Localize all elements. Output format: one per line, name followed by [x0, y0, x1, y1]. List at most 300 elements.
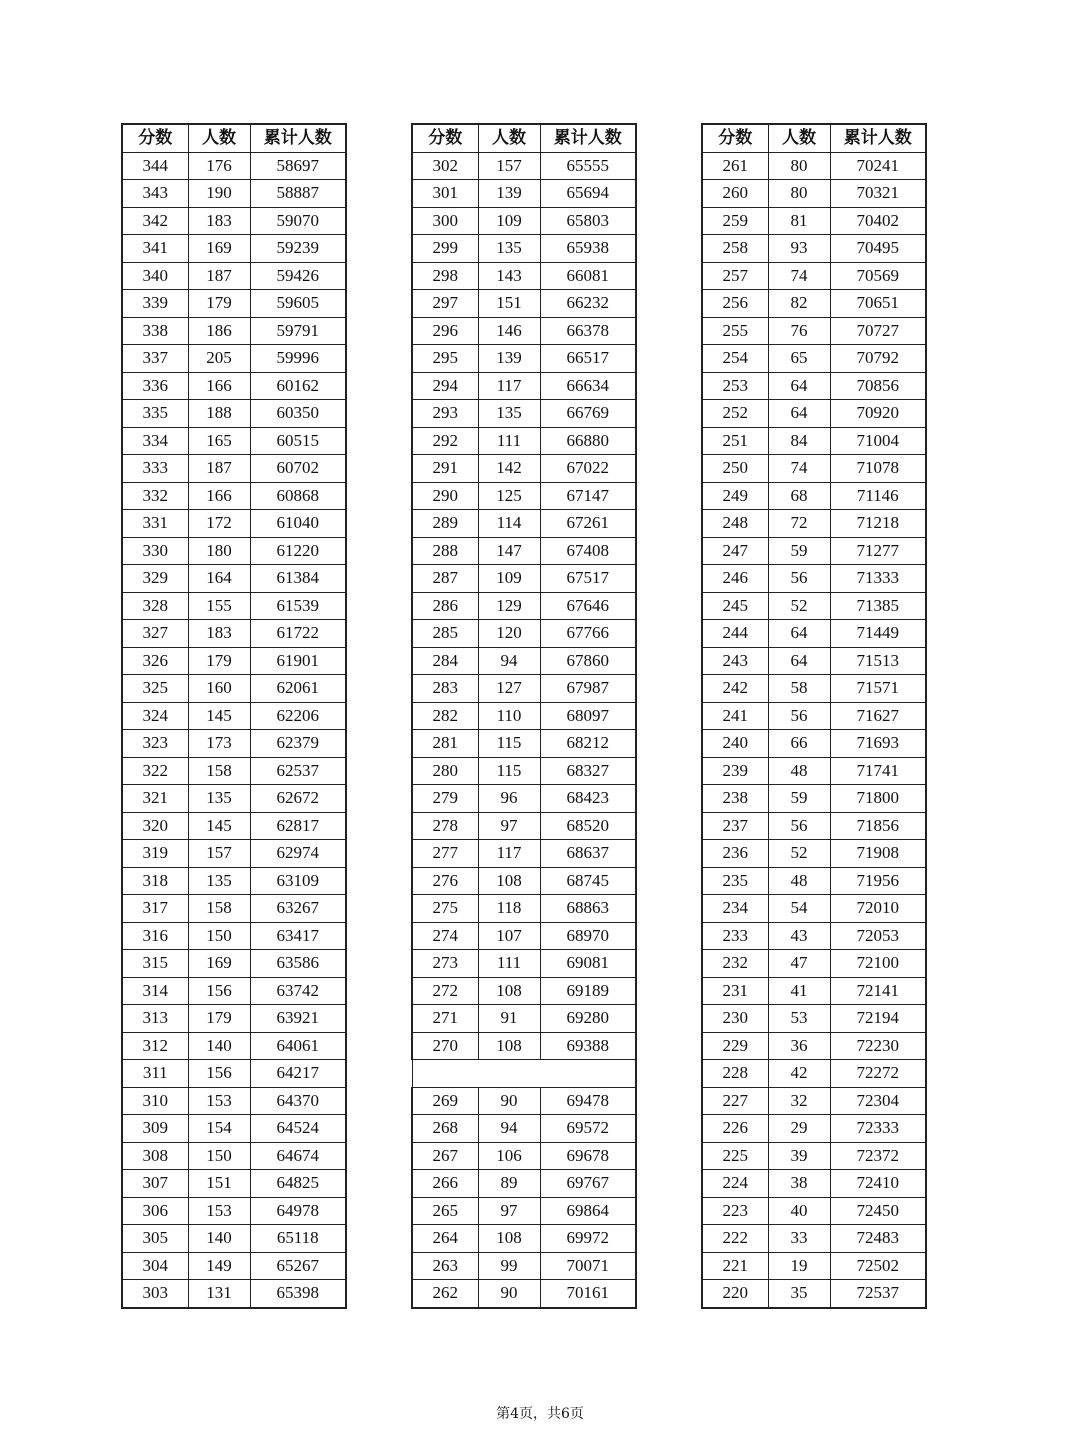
score-cell: 327 [122, 620, 188, 648]
table-row [412, 1197, 636, 1225]
score-cell: 277 [412, 840, 478, 868]
score-cell: 301 [412, 180, 478, 208]
score-cell: 258 [702, 235, 768, 263]
score-cell: 244 [702, 620, 768, 648]
cumulative-cell: 67987 [540, 675, 636, 703]
table-row [122, 647, 346, 675]
cumulative-cell: 66769 [540, 400, 636, 428]
table-row [412, 1252, 636, 1280]
score-cell: 297 [412, 290, 478, 318]
count-cell: 183 [188, 620, 250, 648]
score-cell: 287 [412, 565, 478, 593]
table-row [412, 1115, 636, 1143]
cumulative-cell: 69864 [540, 1197, 636, 1225]
cumulative-cell: 72010 [830, 895, 926, 923]
count-cell: 129 [478, 592, 540, 620]
count-cell: 173 [188, 730, 250, 758]
table-row [412, 1225, 636, 1253]
count-cell: 190 [188, 180, 250, 208]
count-cell: 179 [188, 1005, 250, 1033]
table-row [702, 702, 926, 730]
table-row [702, 262, 926, 290]
count-cell: 94 [478, 1115, 540, 1143]
count-cell: 157 [188, 840, 250, 868]
table-row [122, 592, 346, 620]
score-cell: 227 [702, 1087, 768, 1115]
cumulative-cell: 65398 [250, 1280, 346, 1308]
count-cell: 32 [768, 1087, 830, 1115]
table-row [412, 180, 636, 208]
count-cell: 114 [478, 510, 540, 538]
table-row [702, 455, 926, 483]
table-row [122, 1252, 346, 1280]
count-cell: 108 [478, 1225, 540, 1253]
table-row [412, 1280, 636, 1308]
table-row [122, 977, 346, 1005]
count-cell: 84 [768, 427, 830, 455]
cumulative-cell: 60162 [250, 372, 346, 400]
table-row [412, 510, 636, 538]
score-cell: 344 [122, 152, 188, 180]
header-row [702, 124, 926, 152]
cumulative-cell: 68423 [540, 785, 636, 813]
table-row [702, 1005, 926, 1033]
count-cell: 154 [188, 1115, 250, 1143]
score-cell: 295 [412, 345, 478, 373]
table-row [122, 730, 346, 758]
cumulative-cell: 68637 [540, 840, 636, 868]
count-cell: 76 [768, 317, 830, 345]
cumulative-cell: 66517 [540, 345, 636, 373]
table-row [702, 922, 926, 950]
cumulative-cell: 69972 [540, 1225, 636, 1253]
count-cell: 64 [768, 620, 830, 648]
count-cell: 127 [478, 675, 540, 703]
table-row [412, 977, 636, 1005]
cumulative-cell: 65803 [540, 207, 636, 235]
table-row [412, 840, 636, 868]
count-cell: 99 [478, 1252, 540, 1280]
score-cell: 283 [412, 675, 478, 703]
score-cell: 281 [412, 730, 478, 758]
blank-row [412, 1060, 636, 1088]
cumulative-cell: 71385 [830, 592, 926, 620]
cumulative-cell: 59426 [250, 262, 346, 290]
score-cell: 331 [122, 510, 188, 538]
count-cell: 74 [768, 455, 830, 483]
count-cell: 108 [478, 977, 540, 1005]
cumulative-cell: 64978 [250, 1197, 346, 1225]
cumulative-cell: 69081 [540, 950, 636, 978]
cumulative-cell: 64217 [250, 1060, 346, 1088]
header-score: 分数 [702, 124, 768, 152]
count-cell: 91 [478, 1005, 540, 1033]
score-cell: 285 [412, 620, 478, 648]
score-cell: 278 [412, 812, 478, 840]
score-cell: 236 [702, 840, 768, 868]
table-row [122, 152, 346, 180]
cumulative-cell: 72502 [830, 1252, 926, 1280]
cumulative-cell: 62537 [250, 757, 346, 785]
cumulative-cell: 71513 [830, 647, 926, 675]
table-row [412, 812, 636, 840]
cumulative-cell: 72053 [830, 922, 926, 950]
count-cell: 97 [478, 1197, 540, 1225]
count-cell: 52 [768, 840, 830, 868]
table-row [122, 812, 346, 840]
cumulative-cell: 71277 [830, 537, 926, 565]
table-row [122, 1115, 346, 1143]
score-cell: 242 [702, 675, 768, 703]
count-cell: 48 [768, 867, 830, 895]
count-cell: 109 [478, 565, 540, 593]
cumulative-cell: 59605 [250, 290, 346, 318]
count-cell: 64 [768, 372, 830, 400]
table-row [702, 1170, 926, 1198]
table-row [412, 565, 636, 593]
table-row [412, 867, 636, 895]
cumulative-cell: 62206 [250, 702, 346, 730]
score-cell: 293 [412, 400, 478, 428]
count-cell: 108 [478, 867, 540, 895]
count-cell: 120 [478, 620, 540, 648]
cumulative-cell: 70792 [830, 345, 926, 373]
table-row [122, 895, 346, 923]
score-cell: 243 [702, 647, 768, 675]
table-row [702, 427, 926, 455]
score-cell: 309 [122, 1115, 188, 1143]
score-cell: 335 [122, 400, 188, 428]
cumulative-cell: 62974 [250, 840, 346, 868]
score-cell: 299 [412, 235, 478, 263]
table-row [702, 290, 926, 318]
count-cell: 96 [478, 785, 540, 813]
cumulative-cell: 72372 [830, 1142, 926, 1170]
count-cell: 80 [768, 180, 830, 208]
count-cell: 142 [478, 455, 540, 483]
count-cell: 145 [188, 702, 250, 730]
table-row [702, 1225, 926, 1253]
table-row [412, 427, 636, 455]
score-cell: 226 [702, 1115, 768, 1143]
score-cell: 257 [702, 262, 768, 290]
count-cell: 145 [188, 812, 250, 840]
cumulative-cell: 71218 [830, 510, 926, 538]
count-cell: 108 [478, 1032, 540, 1060]
count-cell: 169 [188, 950, 250, 978]
cumulative-cell: 64825 [250, 1170, 346, 1198]
score-cell: 337 [122, 345, 188, 373]
header-count: 人数 [188, 124, 250, 152]
score-cell: 249 [702, 482, 768, 510]
header-cumulative: 累计人数 [540, 124, 636, 152]
table-row [702, 1197, 926, 1225]
table-row [122, 400, 346, 428]
count-cell: 39 [768, 1142, 830, 1170]
page-footer: 第4页，共6页 [496, 1406, 584, 1422]
table-row [122, 840, 346, 868]
cumulative-cell: 65267 [250, 1252, 346, 1280]
table-row [122, 427, 346, 455]
table-row [412, 1005, 636, 1033]
count-cell: 38 [768, 1170, 830, 1198]
score-cell: 238 [702, 785, 768, 813]
cumulative-cell: 69189 [540, 977, 636, 1005]
score-cell: 265 [412, 1197, 478, 1225]
cumulative-cell: 60515 [250, 427, 346, 455]
score-cell: 313 [122, 1005, 188, 1033]
count-cell: 155 [188, 592, 250, 620]
cumulative-cell: 69478 [540, 1087, 636, 1115]
count-cell: 89 [478, 1170, 540, 1198]
count-cell: 179 [188, 290, 250, 318]
count-cell: 187 [188, 262, 250, 290]
cumulative-cell: 71333 [830, 565, 926, 593]
score-cell: 222 [702, 1225, 768, 1253]
cumulative-cell: 70241 [830, 152, 926, 180]
table-row [702, 1060, 926, 1088]
table-row [122, 785, 346, 813]
cumulative-cell: 61539 [250, 592, 346, 620]
table-row [412, 235, 636, 263]
score-cell: 246 [702, 565, 768, 593]
cumulative-cell: 72450 [830, 1197, 926, 1225]
score-cell: 221 [702, 1252, 768, 1280]
table-row [702, 1087, 926, 1115]
table-row [122, 702, 346, 730]
table-row [412, 730, 636, 758]
cumulative-cell: 68097 [540, 702, 636, 730]
table-row [702, 1115, 926, 1143]
cumulative-cell: 68863 [540, 895, 636, 923]
cumulative-cell: 71078 [830, 455, 926, 483]
cumulative-cell: 68520 [540, 812, 636, 840]
table-row [122, 620, 346, 648]
score-cell: 254 [702, 345, 768, 373]
table-row [702, 1280, 926, 1308]
cumulative-cell: 70569 [830, 262, 926, 290]
cumulative-cell: 60868 [250, 482, 346, 510]
score-cell: 276 [412, 867, 478, 895]
cumulative-cell: 63921 [250, 1005, 346, 1033]
score-cell: 229 [702, 1032, 768, 1060]
table-row [122, 345, 346, 373]
cumulative-cell: 58887 [250, 180, 346, 208]
score-cell: 256 [702, 290, 768, 318]
table-row [122, 1005, 346, 1033]
score-cell: 235 [702, 867, 768, 895]
table-row [122, 482, 346, 510]
cumulative-cell: 67261 [540, 510, 636, 538]
score-cell: 225 [702, 1142, 768, 1170]
table-row [702, 620, 926, 648]
cumulative-cell: 64370 [250, 1087, 346, 1115]
cumulative-cell: 70651 [830, 290, 926, 318]
cumulative-cell: 67766 [540, 620, 636, 648]
table-row [122, 455, 346, 483]
score-cell: 315 [122, 950, 188, 978]
score-cell: 340 [122, 262, 188, 290]
score-cell: 274 [412, 922, 478, 950]
table-row [702, 840, 926, 868]
cumulative-cell: 60350 [250, 400, 346, 428]
cumulative-cell: 58697 [250, 152, 346, 180]
score-cell: 286 [412, 592, 478, 620]
cumulative-cell: 67408 [540, 537, 636, 565]
table-row [702, 1252, 926, 1280]
table-row [412, 675, 636, 703]
count-cell: 42 [768, 1060, 830, 1088]
count-cell: 151 [478, 290, 540, 318]
table-row [412, 757, 636, 785]
count-cell: 115 [478, 730, 540, 758]
header-score: 分数 [122, 124, 188, 152]
cumulative-cell: 59070 [250, 207, 346, 235]
cumulative-cell: 68212 [540, 730, 636, 758]
table-row [122, 1032, 346, 1060]
cumulative-cell: 70727 [830, 317, 926, 345]
table-row [412, 372, 636, 400]
table-row [412, 262, 636, 290]
score-cell: 239 [702, 757, 768, 785]
count-cell: 205 [188, 345, 250, 373]
header-count: 人数 [768, 124, 830, 152]
count-cell: 117 [478, 372, 540, 400]
score-cell: 302 [412, 152, 478, 180]
cumulative-cell: 62817 [250, 812, 346, 840]
score-cell: 224 [702, 1170, 768, 1198]
cumulative-cell: 70161 [540, 1280, 636, 1308]
count-cell: 109 [478, 207, 540, 235]
table-row [412, 207, 636, 235]
score-cell: 252 [702, 400, 768, 428]
score-cell: 303 [122, 1280, 188, 1308]
table-row [412, 647, 636, 675]
score-cell: 305 [122, 1225, 188, 1253]
table-row [412, 1170, 636, 1198]
table-row [702, 730, 926, 758]
score-cell: 279 [412, 785, 478, 813]
table-row [122, 950, 346, 978]
table-row [702, 317, 926, 345]
cumulative-cell: 69280 [540, 1005, 636, 1033]
cumulative-cell: 62379 [250, 730, 346, 758]
table-row [702, 235, 926, 263]
table-row [412, 620, 636, 648]
table-row [412, 482, 636, 510]
score-cell: 280 [412, 757, 478, 785]
count-cell: 187 [188, 455, 250, 483]
count-cell: 33 [768, 1225, 830, 1253]
count-cell: 97 [478, 812, 540, 840]
count-cell: 179 [188, 647, 250, 675]
table-row [412, 1032, 636, 1060]
cumulative-cell: 72272 [830, 1060, 926, 1088]
cumulative-cell: 70495 [830, 235, 926, 263]
score-cell: 338 [122, 317, 188, 345]
count-cell: 135 [188, 867, 250, 895]
cumulative-cell: 67517 [540, 565, 636, 593]
score-cell: 248 [702, 510, 768, 538]
score-cell: 292 [412, 427, 478, 455]
score-cell: 298 [412, 262, 478, 290]
table-row [702, 345, 926, 373]
score-table-2 [411, 123, 637, 1309]
score-cell: 320 [122, 812, 188, 840]
score-cell: 324 [122, 702, 188, 730]
score-cell: 318 [122, 867, 188, 895]
score-cell: 296 [412, 317, 478, 345]
count-cell: 169 [188, 235, 250, 263]
count-cell: 115 [478, 757, 540, 785]
score-cell: 311 [122, 1060, 188, 1088]
cumulative-cell: 64524 [250, 1115, 346, 1143]
cumulative-cell: 66378 [540, 317, 636, 345]
table-row [702, 372, 926, 400]
count-cell: 64 [768, 400, 830, 428]
table-row [702, 785, 926, 813]
cumulative-cell: 71741 [830, 757, 926, 785]
count-cell: 139 [478, 345, 540, 373]
table-row [702, 592, 926, 620]
table-row [122, 180, 346, 208]
score-cell: 294 [412, 372, 478, 400]
cumulative-cell: 68970 [540, 922, 636, 950]
cumulative-cell: 69572 [540, 1115, 636, 1143]
score-cell: 255 [702, 317, 768, 345]
table-row [412, 922, 636, 950]
score-cell: 245 [702, 592, 768, 620]
table-row [122, 1170, 346, 1198]
table-row [412, 290, 636, 318]
table-row [702, 950, 926, 978]
count-cell: 41 [768, 977, 830, 1005]
score-cell: 220 [702, 1280, 768, 1308]
table-row [122, 565, 346, 593]
cumulative-cell: 62061 [250, 675, 346, 703]
cumulative-cell: 71004 [830, 427, 926, 455]
table-row [412, 345, 636, 373]
score-cell: 262 [412, 1280, 478, 1308]
count-cell: 93 [768, 235, 830, 263]
score-cell: 264 [412, 1225, 478, 1253]
table-row [122, 1225, 346, 1253]
score-cell: 334 [122, 427, 188, 455]
cumulative-cell: 63417 [250, 922, 346, 950]
score-cell: 234 [702, 895, 768, 923]
cumulative-cell: 66081 [540, 262, 636, 290]
count-cell: 47 [768, 950, 830, 978]
score-cell: 266 [412, 1170, 478, 1198]
table-row [122, 510, 346, 538]
score-cell: 321 [122, 785, 188, 813]
score-cell: 317 [122, 895, 188, 923]
count-cell: 19 [768, 1252, 830, 1280]
table-row [122, 675, 346, 703]
cumulative-cell: 61901 [250, 647, 346, 675]
cumulative-cell: 71908 [830, 840, 926, 868]
header-cumulative: 累计人数 [250, 124, 346, 152]
count-cell: 135 [478, 235, 540, 263]
table-row [122, 235, 346, 263]
count-cell: 107 [478, 922, 540, 950]
cumulative-cell: 72230 [830, 1032, 926, 1060]
score-cell: 290 [412, 482, 478, 510]
table-row [702, 812, 926, 840]
score-cell: 342 [122, 207, 188, 235]
count-cell: 176 [188, 152, 250, 180]
count-cell: 111 [478, 950, 540, 978]
